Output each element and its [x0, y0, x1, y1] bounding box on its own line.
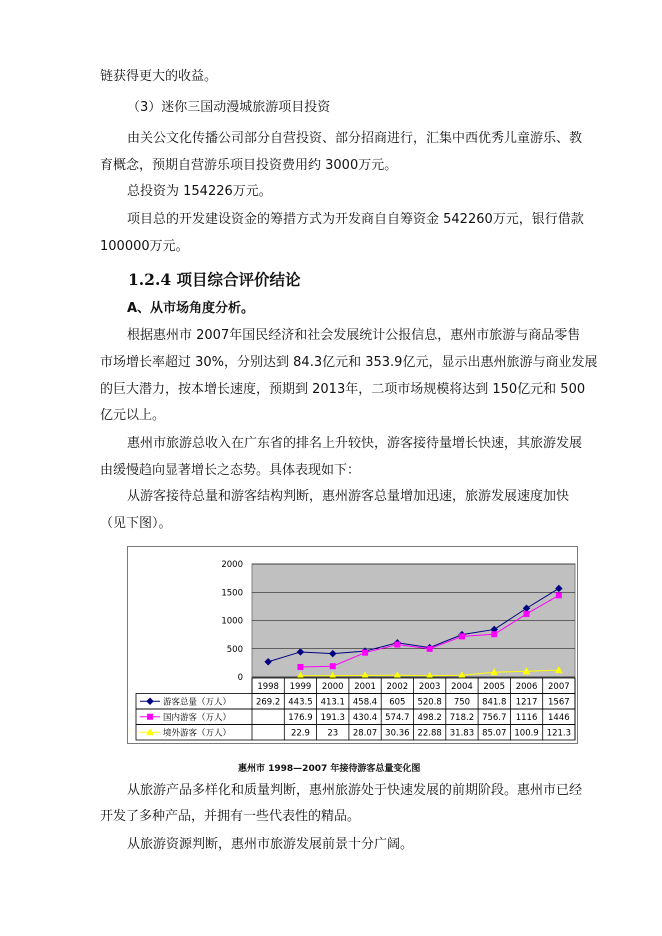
x-tick-label: 2005 [483, 682, 506, 692]
x-tick-label: 2002 [386, 682, 409, 692]
chart-caption: 惠州市 1998—2007 年接待游客总量变化图 [238, 764, 421, 774]
paragraph-line: 惠州市旅游总收入在广东省的排名上升较快，游客接待量增长快速，其旅游发展 [127, 436, 583, 451]
data-label: 430.4 [352, 713, 378, 723]
data-label: 574.7 [385, 713, 410, 723]
paragraph-line: 从游客接待总量和游客结构判断，惠州游客总量增加迅速，旅游发展速度加快 [127, 489, 570, 504]
paragraph-line: 市场增长率超过 30%，分别达到 84.3亿元和 353.9亿元，显示出惠州旅游与商业发展 [100, 355, 598, 370]
data-point [427, 646, 432, 651]
y-tick-label: 1000 [221, 616, 243, 627]
y-tick-label: 1500 [221, 588, 243, 599]
data-point [363, 650, 368, 655]
data-label: 750 [453, 697, 471, 708]
data-label: 413.1 [320, 697, 345, 708]
data-label: 718.2 [449, 713, 475, 723]
data-label: 85.07 [482, 728, 507, 739]
paragraph-line: 100000万元。 [100, 239, 189, 254]
data-label: 756.7 [482, 713, 507, 723]
legend-label: 游客总量（万人） [163, 697, 232, 708]
data-label: 458.4 [352, 697, 378, 708]
chart-frame [127, 546, 578, 744]
section-heading: 1.2.4 项目综合评价结论 [128, 270, 301, 289]
tourist-volume-chart [128, 547, 577, 743]
data-label: 191.3 [320, 713, 345, 723]
data-label: 1446 [548, 713, 570, 723]
data-label: 100.9 [514, 728, 539, 739]
data-point [524, 611, 529, 616]
paragraph-line: 的巨大潜力，按本增长速度，预期到 2013年，二项市场规模将达到 150亿元和 500 [100, 382, 586, 397]
data-point [459, 634, 464, 639]
data-label: 28.07 [352, 728, 378, 739]
data-point [330, 664, 335, 669]
data-label: 498.2 [417, 713, 442, 723]
x-tick-label: 2006 [515, 682, 538, 692]
x-tick-label: 2000 [321, 682, 344, 692]
x-tick-label: 2001 [354, 682, 376, 692]
x-tick-label: 2003 [418, 682, 441, 692]
x-tick-label: 2004 [451, 682, 473, 692]
paragraph-line: 由关公文化传播公司部分自营投资、部分招商进行，汇集中西优秀儿童游乐、教 [127, 131, 583, 146]
paragraph-line: 项目总的开发建设资金的筹措方式为开发商自自筹资金 542260万元，银行借款 [127, 212, 584, 227]
legend-marker [147, 698, 153, 704]
legend-label: 境外游客（万人） [163, 728, 232, 739]
data-point [395, 642, 400, 647]
data-label: 22.88 [417, 728, 442, 739]
x-tick-label: 1999 [289, 682, 312, 692]
data-label: 23 [327, 728, 339, 739]
data-point [556, 593, 561, 598]
data-label: 520.8 [417, 697, 442, 708]
data-label: 841.8 [482, 697, 507, 708]
data-label: 605 [389, 697, 406, 708]
legend-marker [148, 714, 153, 719]
paragraph-line: 从旅游资源判断，惠州市旅游发展前景十分广阔。 [127, 837, 414, 852]
data-label: 22.9 [290, 728, 310, 739]
y-tick-label: 0 [237, 673, 243, 683]
data-label: 269.2 [255, 697, 281, 708]
y-tick-label: 2000 [221, 560, 243, 570]
y-tick-label: 500 [226, 644, 243, 655]
paragraph-line: 亿元以上。 [100, 408, 166, 423]
paragraph-line: 由缓慢趋向显著增长之态势。具体表现如下： [100, 463, 361, 478]
paragraph-line: 根据惠州市 2007年国民经济和社会发展统计公报信息，惠州市旅游与商品零售 [127, 328, 581, 343]
subsection-heading: （3）迷你三国动漫城旅游项目投资 [127, 100, 331, 115]
data-label: 121.3 [546, 728, 572, 739]
data-label: 443.5 [288, 697, 313, 708]
data-label: 30.36 [385, 728, 410, 739]
data-label: 1567 [548, 697, 570, 708]
paragraph-line: 开发了多种产品，并拥有一些代表性的精品。 [100, 809, 361, 824]
subheading-market-analysis: A、从市场角度分析。 [127, 301, 255, 316]
data-point [298, 665, 303, 670]
x-tick-label: 2007 [548, 682, 570, 692]
data-point [492, 632, 497, 637]
data-label: 1116 [515, 713, 538, 723]
paragraph-line: 从旅游产品多样化和质量判断，惠州旅游处于快速发展的前期阶段。惠州市已经 [127, 783, 583, 798]
data-label: 176.9 [288, 713, 313, 723]
x-tick-label: 1998 [257, 682, 279, 692]
legend-label: 国内游客（万人） [163, 713, 232, 723]
paragraph-line: 总投资为 154226万元。 [127, 184, 272, 199]
paragraph-line: 育概念，预期自营游乐项目投资费用约 3000万元。 [100, 158, 398, 173]
paragraph-line: 链获得更大的收益。 [100, 69, 218, 84]
data-label: 1217 [515, 697, 538, 708]
paragraph-line: （见下图）。 [100, 516, 172, 531]
data-label: 31.83 [449, 728, 475, 739]
